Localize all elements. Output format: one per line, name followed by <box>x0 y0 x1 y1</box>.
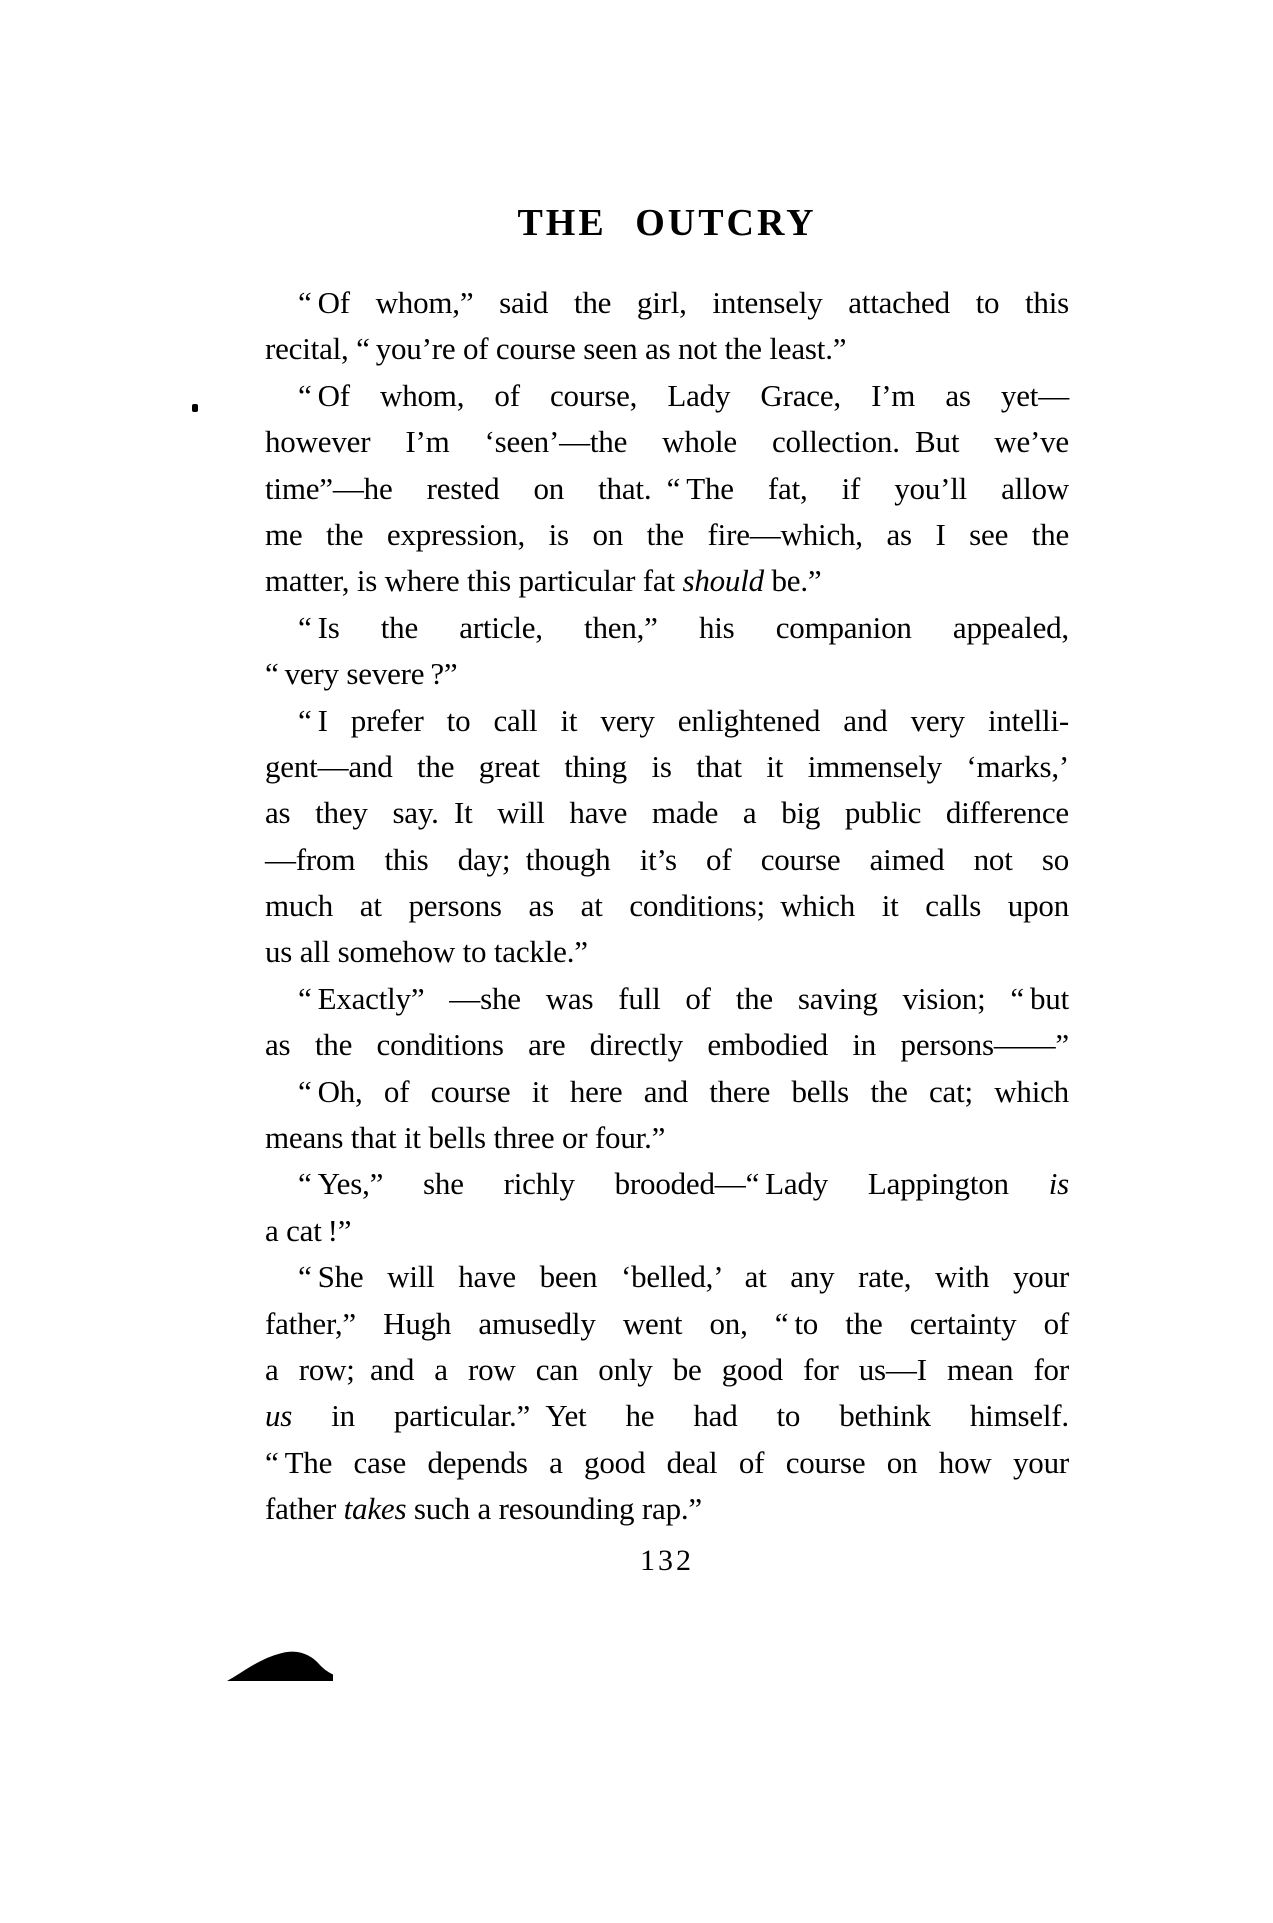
body-text: as they say. It will have made a big public difference <box>265 795 1069 831</box>
body-line <box>265 929 1069 975</box>
body-text: us all somehow to tackle.” <box>265 934 588 970</box>
body-line <box>265 280 1069 326</box>
body-text: “ Is the article, then,” his companion appealed, <box>298 609 1069 645</box>
body-line <box>265 1161 1069 1207</box>
body-line <box>265 698 1069 744</box>
body-text-italic: should <box>682 563 764 599</box>
body-text: as the conditions are directly embodied in persons——” <box>265 1027 1069 1063</box>
body-line <box>265 419 1069 465</box>
body-text-italic: is <box>1048 1166 1069 1202</box>
body-text: a row; and a row can only be good for us—I mean for <box>265 1351 1069 1387</box>
ink-blob <box>226 1650 334 1682</box>
body-text: matter, is where this particular fat <box>265 563 683 599</box>
body-text: “ Oh, of course it here and there bells the cat; which <box>298 1073 1069 1109</box>
body-text: “ She will have been ‘belled,’ at any rate, with your <box>298 1259 1069 1295</box>
body-line <box>265 1393 1069 1439</box>
body-text: recital, “ you’re of course seen as not the least.” <box>265 331 847 367</box>
body-text: a cat !” <box>265 1212 352 1248</box>
body-line <box>265 1347 1069 1393</box>
body-text: “ very severe ?” <box>265 656 458 692</box>
body-line <box>265 558 1069 604</box>
body-text: “ I prefer to call it very enlightened and very intelli- <box>298 702 1069 738</box>
body-line <box>265 744 1069 790</box>
body-line <box>265 512 1069 558</box>
body-text: means that it bells three or four.” <box>265 1120 666 1156</box>
page-number: 132 <box>640 1544 694 1577</box>
body-line <box>265 1022 1069 1068</box>
body-text: father <box>265 1491 344 1527</box>
body-line <box>265 326 1069 372</box>
body-text-italic: takes <box>343 1491 407 1527</box>
body-text: in particular.” Yet he had to bethink himself. <box>292 1398 1069 1434</box>
body-line <box>265 1208 1069 1254</box>
body-text: “ Of whom, of course, Lady Grace, I’m as yet— <box>298 377 1069 413</box>
body-text: such a resounding rap.” <box>406 1491 702 1527</box>
body-line <box>265 1115 1069 1161</box>
body-text: gent—and the great thing is that it immensely ‘marks,’ <box>265 748 1069 784</box>
page-title: THE OUTCRY <box>517 202 817 244</box>
body-text: much at persons as at conditions; which it calls upon <box>265 888 1069 924</box>
body-line <box>265 1301 1069 1347</box>
body-text: however I’m ‘seen’—the whole collection. But we’ve <box>265 424 1069 460</box>
body-line <box>265 1069 1069 1115</box>
body-text-italic: us <box>265 1398 293 1434</box>
body-line <box>265 1440 1069 1486</box>
body-line <box>265 976 1069 1022</box>
body-text: “ Exactly” —she was full of the saving vision; “ but <box>298 980 1069 1016</box>
body-line <box>265 883 1069 929</box>
body-line <box>265 1254 1069 1300</box>
body-line <box>265 790 1069 836</box>
body-text: time”—he rested on that. “ The fat, if you’ll allow <box>265 470 1069 506</box>
ink-speck <box>192 404 198 412</box>
body-line <box>265 1486 1069 1532</box>
body-line <box>265 651 1069 697</box>
body-text: “ Of whom,” said the girl, intensely attached to this <box>298 285 1069 320</box>
body-text: “ Yes,” she richly brooded—“ Lady Lappington <box>298 1166 1049 1202</box>
body-text: father,” Hugh amusedly went on, “ to the certainty of <box>265 1305 1069 1341</box>
body-text: “ The case depends a good deal of course on how your <box>265 1444 1069 1480</box>
body-line <box>265 605 1069 651</box>
body-text: me the expression, is on the fire—which, as I see the <box>265 516 1069 552</box>
text-block <box>265 280 1069 1533</box>
body-text: —from this day; though it’s of course aimed not so <box>265 841 1069 877</box>
body-line <box>265 373 1069 419</box>
body-text: be.” <box>763 563 822 599</box>
body-line <box>265 837 1069 883</box>
body-line <box>265 466 1069 512</box>
